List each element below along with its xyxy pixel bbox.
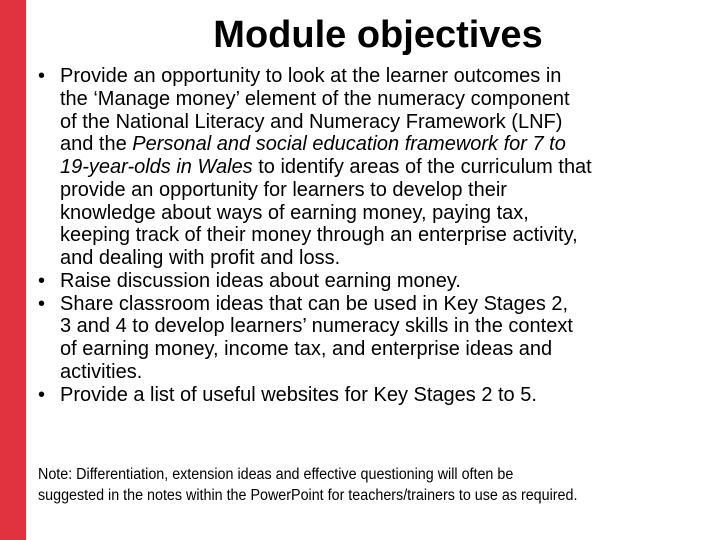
bullet-item: [38, 384, 592, 407]
text: the ‘Manage money’ element of the numeracy component: [60, 87, 570, 110]
bullet-line: [38, 384, 592, 407]
italic-text: Personal and social education framework for 7 to: [132, 133, 566, 156]
bullet-item: [38, 270, 592, 293]
bullet-line: [38, 270, 592, 293]
bullet-icon: •: [38, 383, 46, 406]
bullet-line: [38, 88, 592, 111]
bullet-line: [38, 133, 592, 156]
text: of the National Literacy and Numeracy Framework (LNF): [60, 110, 563, 133]
text: of earning money, income tax, and enterprise ideas and: [60, 338, 553, 360]
note: [38, 464, 577, 506]
bullet-icon: •: [38, 65, 46, 87]
text: knowledge about ways of earning money, paying tax,: [60, 201, 529, 224]
text: activities.: [60, 360, 143, 383]
bullet-item: [38, 293, 592, 384]
bullet-line: [38, 361, 592, 384]
bullet-line: [38, 293, 592, 316]
text: Raise discussion ideas about earning money.: [60, 269, 461, 292]
bullet-line: [38, 111, 592, 134]
text: and the: [60, 133, 133, 156]
slide-title: Module objectives: [213, 14, 543, 56]
bullet-line: [38, 338, 592, 361]
text: provide an opportunity for learners to develop their: [60, 178, 507, 201]
text: 3 and 4 to develop learners’ numeracy skills in the context: [60, 315, 573, 338]
text: to identify areas of the curriculum that: [252, 156, 592, 178]
bullet-line: [38, 202, 592, 225]
note-line: Note: Differentiation, extension ideas and effective questioning will often be: [38, 466, 514, 483]
bullet-icon: •: [38, 269, 46, 292]
text: keeping track of their money through an enterprise activity,: [60, 224, 578, 247]
bullet-line: [38, 224, 592, 247]
bullet-line: [38, 247, 592, 270]
text: Provide an opportunity to look at the learner outcomes in: [60, 65, 562, 87]
objectives-list: [38, 65, 592, 406]
bullet-item: [38, 65, 592, 270]
italic-text: 19-year-olds in Wales: [60, 156, 253, 178]
bullet-line: [38, 156, 592, 179]
text: Provide a list of useful websites for Key Stages 2 to 5.: [60, 383, 537, 406]
note-line: suggested in the notes within the PowerPoint for teachers/trainers to use as required.: [38, 487, 578, 504]
bullet-line: [38, 315, 592, 338]
bullet-line: [38, 179, 592, 202]
bullet-line: [38, 65, 592, 88]
accent-bar: [0, 0, 26, 540]
text: and dealing with profit and loss.: [60, 247, 341, 269]
text: Share classroom ideas that can be used in Key Stages 2,: [60, 292, 569, 315]
bullet-icon: •: [38, 292, 46, 315]
